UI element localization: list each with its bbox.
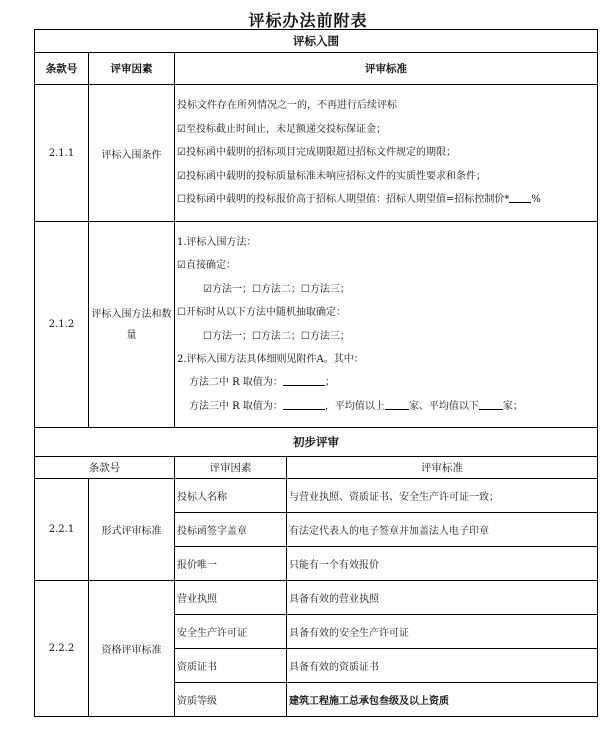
blank-underline [283,398,325,410]
method-line: ☐开标时从以下方法中随机抽取确定： [177,307,346,319]
clause-no-2-1-2: 2.1.2 [35,222,89,428]
method3-line [177,395,595,418]
method-line: 1.评标入围方法： [177,236,257,248]
header-factor: 评审因素 [175,457,287,479]
criterion-line [177,188,595,211]
qualification-standard: 具备有效的资质证书 [287,649,598,683]
blank-underline [283,374,325,386]
header-standard: 评审标准 [287,457,598,479]
qualification-factor: 资质证书 [175,649,287,683]
standard-shortlist-conditions [175,85,598,222]
qualification-factor: 安全生产许可证 [175,615,287,649]
method3-mid2: 家、平均值以下 [408,400,479,412]
method3-suffix: 家； [502,400,523,412]
formal-standard: 只能有一个有效报价 [287,547,598,581]
formal-standard: 有法定代表人的电子签章并加盖法人电子印章 [287,513,598,547]
header-standard: 评审标准 [175,53,598,85]
header-factor: 评审因素 [89,53,175,85]
criterion-unit: % [531,194,541,206]
criterion-text: ☐投标函中载明的投标报价高于招标人期望值：招标人期望值=招标控制价* [177,194,510,206]
formal-factor: 投标人名称 [175,479,287,513]
header-clause-no: 条款号 [35,53,89,85]
criterion-line: ☑投标函中载明的招标项目完成期限超过招标文件规定的期限； [177,147,456,159]
criterion-line: ☑至投标截止时间止，未足额递交投标保证金； [177,123,386,135]
clause-no-2-1-1: 2.1.1 [35,85,89,222]
section-title-shortlist: 评标入围 [35,30,598,53]
qualification-review-name: 资格评审标准 [89,581,175,717]
method-line: ☐方法一；☐方法二；☐方法三； [203,330,350,342]
criterion-line: 投标文件存在所列情况之一的，不再进行后续评标 [177,100,397,112]
document-title: 评标办法前附表 [248,11,368,30]
standard-shortlist-method [175,222,598,428]
qualification-factor: 营业执照 [175,581,287,615]
formal-review-name: 形式评审标准 [89,479,175,581]
clause-no-2-2-1: 2.2.1 [35,479,89,581]
section-title-preliminary: 初步评审 [35,428,598,457]
blank-underline [479,398,503,410]
qualification-standard: 具备有效的安全生产许可证 [287,615,598,649]
method2-suffix: ； [324,377,335,389]
blank-underline [385,398,409,410]
method3-mid1: ，平均值以上 [324,400,385,412]
blank-underline [509,191,531,203]
method3-text: 方法三中 R 取值为： [189,400,283,412]
formal-factor: 报价唯一 [175,547,287,581]
method2-text: 方法二中 R 取值为： [189,377,283,389]
formal-factor: 投标函签字盖章 [175,513,287,547]
clause-no-2-2-2: 2.2.2 [35,581,89,717]
method-line: ☑直接确定： [177,260,236,272]
factor-shortlist-conditions: 评标入围条件 [89,85,175,222]
header-clause-no: 条款号 [35,457,175,479]
method2-line [177,371,595,394]
method-line: 2.评标入围方法具体细则见附件A。其中： [177,353,364,365]
qualification-standard: 建筑工程施工总承包叁级及以上资质 [287,683,598,717]
criterion-line: ☑投标函中载明的投标质量标准未响应招标文件的实质性要求和条件； [177,170,486,182]
method-line: ☑方法一；☐方法二；☐方法三； [203,283,350,295]
factor-shortlist-method: 评标入围方法和数量 [89,222,175,428]
qualification-factor: 资质等级 [175,683,287,717]
formal-standard: 与营业执照、资质证书、安全生产许可证一致； [287,479,598,513]
qualification-standard: 具备有效的营业执照 [287,581,598,615]
evaluation-table [34,29,598,717]
